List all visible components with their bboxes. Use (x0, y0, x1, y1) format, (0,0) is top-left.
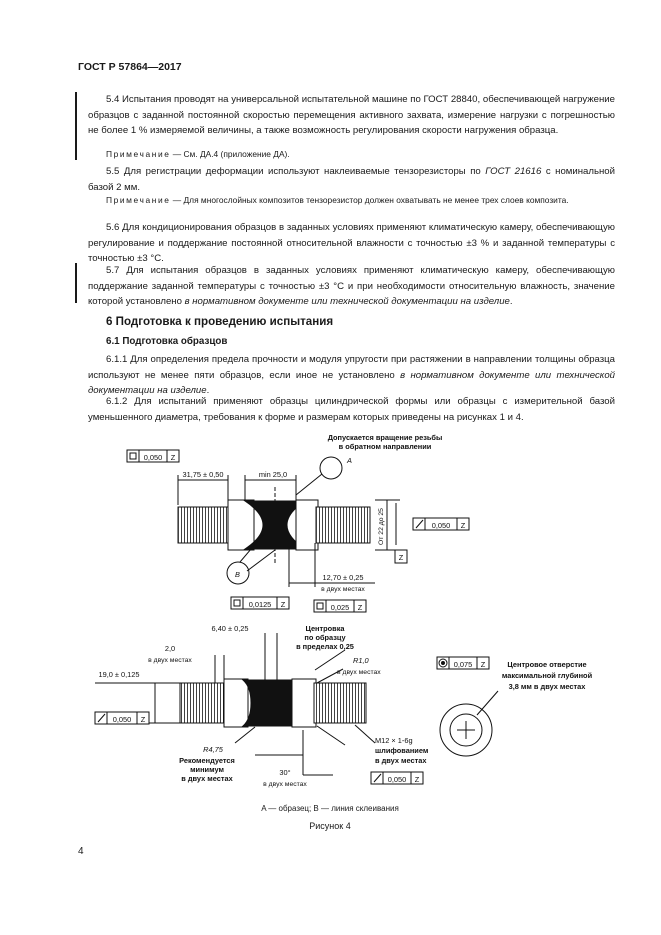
p611-pre: 6.1.1 Для определения предела прочности и модуля упругости при растяжении в направлении толщины образца используют не менее пяти образцов, если иное не установлено (88, 354, 615, 381)
lower-thread-right (314, 683, 366, 723)
change-bar (75, 263, 77, 303)
note-text: — Для многослойных композитов тензорезистор должен охватывать не менее трех слоев композита. (170, 195, 569, 205)
lower-shoulder-left (224, 679, 248, 727)
note-rotation-2: в обратном направлении (338, 442, 432, 451)
figure-label: Рисунок 4 (309, 821, 351, 831)
p611-italic: в нормативном документе или технической документации на изделие (88, 369, 615, 397)
lower-shoulder-right (292, 679, 316, 727)
tol-top-left-value: 0,050 (143, 453, 163, 462)
p57-post: . (509, 296, 513, 308)
p55-pre: 5.5 Для регистрации деформации используют наклеиваемые тензорезисторы по (106, 166, 486, 177)
dim-22-25: От 22 до 25 (378, 508, 385, 545)
datum-z: Z (460, 521, 466, 530)
dim-in-two-places: в двух местах (337, 669, 381, 676)
tol-right-value: 0,050 (431, 521, 451, 530)
center-hole-1: Центровое отверстие (507, 660, 587, 669)
note-2 (88, 193, 615, 207)
dim-in-two-places: в двух местах (321, 586, 365, 593)
radius-1-0: R1,0 (353, 656, 369, 665)
upper-thread-left (178, 507, 230, 543)
note-text: — См. ДА.4 (приложение ДА). (170, 149, 290, 159)
dim-in-two-places: в двух местах (148, 657, 192, 664)
dim-31-75: 31,75 ± 0,50 (182, 470, 224, 479)
paragraph-5-7 (88, 263, 615, 310)
radius-4-75: R4,75 (203, 745, 223, 754)
datum-z: Z (357, 603, 363, 612)
datum-z: Z (140, 715, 146, 724)
tol-lower-left-value: 0,050 (112, 715, 132, 724)
section-6-title: 6 Подготовка к проведению испытания (106, 315, 334, 328)
document-header: ГОСТ Р 57864—2017 (78, 61, 182, 73)
note-label: Примечание (106, 195, 171, 205)
thread-m12: M12 × 1-6g (375, 736, 413, 745)
dim-min-25: min 25,0 (258, 470, 288, 479)
center-hole-3: 3,8 мм в двух местах (508, 682, 586, 691)
figure-caption: A — образец; B — линия склеивания (261, 804, 399, 813)
angle-30: 30° (279, 768, 291, 777)
label-b: B (235, 570, 240, 579)
upper-thread-right (316, 507, 370, 543)
figure-4-drawing (85, 425, 625, 800)
tol-00125-value: 0,0125 (248, 600, 272, 609)
dim-12-70: 12,70 ± 0,25 (322, 573, 364, 582)
recommended-1: Рекомендуется (179, 756, 235, 765)
dim-in-two-places: в двух местах (263, 781, 307, 788)
centering-1: Центровка (305, 624, 345, 633)
note-label: Примечание (106, 149, 171, 159)
paragraph-6-1-2: 6.1.2 Для испытаний применяют образцы цилиндрической формы или образцы с измерительной базой уменьшенного диаметра, требования к форме и размерам которых приведены на рисунках 1 и 4. (88, 396, 615, 423)
change-bar (75, 92, 77, 160)
p57-pre: 5.7 Для испытания образцов в заданных условиях применяют климатическую камеру, обеспечивающую поддержание заданной температуры с точностью ±3 °С и при необходимости относительную влажность, значение которой установлено (88, 265, 615, 308)
thread-grinding: шлифованием (375, 746, 429, 755)
recommended-3: в двух местах (181, 774, 233, 783)
lower-thread-left (180, 683, 226, 723)
datum-z: Z (480, 660, 486, 669)
tol-center-value: 0,075 (453, 660, 473, 669)
label-a: A (347, 456, 352, 465)
centering-3: в пределах 0,25 (296, 642, 354, 651)
datum-z: Z (170, 453, 176, 462)
thread-in-two-places: в двух местах (375, 756, 427, 765)
tol-lower-right-value: 0,050 (387, 775, 407, 784)
centering-2: по образцу (304, 633, 346, 642)
paragraph-5-4: 5.4 Испытания проводят на универсальной испытательной машине по ГОСТ 28840, обеспечивающей нагружение образцов с заданной постоянной скоростью перемещения активного захвата, измерение нагрузки с погрешностью не более 1 % измеряемой величины, а также возможность регулирования скорости нагружения образца. (88, 94, 615, 137)
datum-z: Z (280, 600, 286, 609)
p611-post: . (206, 385, 210, 397)
dim-2-0: 2,0 (164, 644, 176, 653)
p57-italic: в нормативном документе или технической документации на изделие (184, 296, 510, 308)
dim-19-0: 19,0 ± 0,125 (98, 670, 140, 679)
datum-z-box: Z (398, 553, 404, 562)
upper-shoulder-left (228, 500, 254, 550)
datum-z: Z (414, 775, 420, 784)
label-a-circle (320, 457, 342, 479)
upper-shoulder-right (296, 500, 318, 550)
paragraph-5-5 (88, 164, 615, 195)
recommended-2: минимум (190, 765, 224, 774)
paragraph-5-6: 5.6 Для кондиционирования образцов в заданных условиях применяют климатическую камеру, обеспечивающую регулирование и поддержание постоянной относительной влажности с точностью ±3 % и заданной температуры с точностью ±3 °С. (88, 222, 615, 265)
tol-0025-value: 0,025 (330, 603, 350, 612)
page-number: 4 (78, 846, 84, 857)
p55-post: с номинальной базой 2 мм. (88, 166, 615, 193)
note-rotation-1: Допускается вращение резьбы (327, 433, 443, 442)
dim-6-40: 6,40 ± 0,25 (211, 624, 249, 633)
section-6-1-title: 6.1 Подготовка образцов (106, 336, 228, 347)
center-hole-2: максимальной глубиной (501, 671, 593, 680)
p55-italic: ГОСТ 21616 (485, 166, 542, 177)
paragraph-6-1-1 (88, 352, 615, 399)
note-1 (88, 147, 615, 161)
